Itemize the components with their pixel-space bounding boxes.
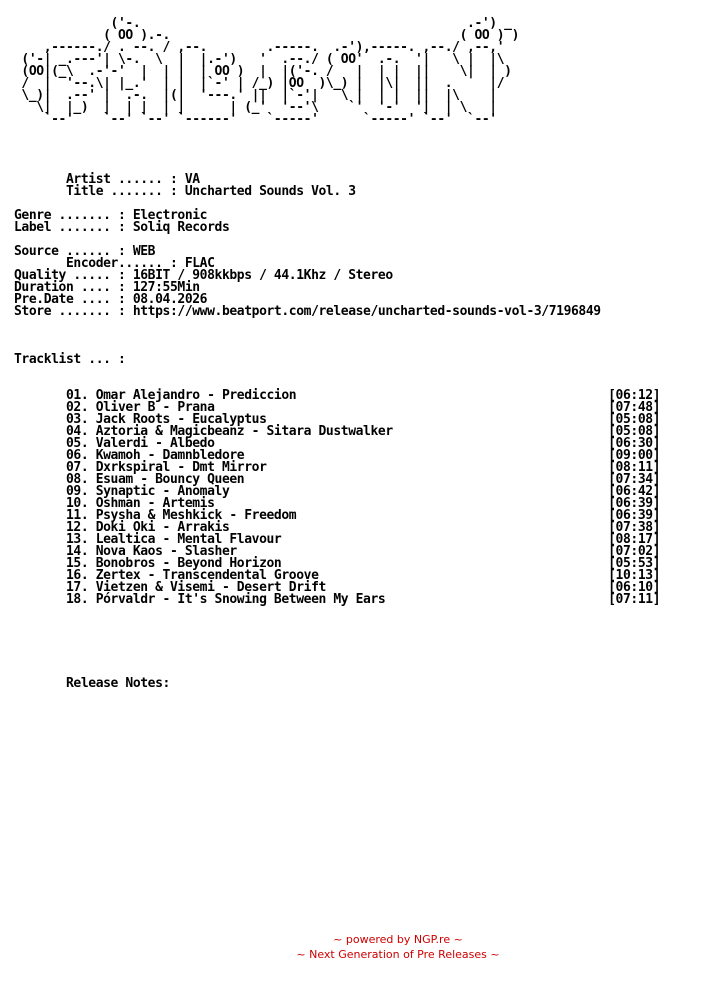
nfo-line: ('-. .-') _ bbox=[14, 16, 512, 31]
nfo-line: Release Notes: bbox=[14, 676, 170, 691]
nfo-line: 02. Oliver B - Prana [07:48] bbox=[14, 400, 661, 415]
nfo-line: Store ....... : https://www.beatport.com/release/uncharted-sounds-vol-3/7196849 bbox=[14, 304, 601, 319]
nfo-line: 05. Valerdi - Albedo [06:30] bbox=[14, 436, 661, 451]
nfo-line bbox=[14, 150, 660, 162]
nfo-line bbox=[14, 618, 660, 630]
nfo-line: 10. Oshman - Artemis [06:39] bbox=[14, 496, 661, 511]
nfo-line: Artist ...... : VA bbox=[14, 172, 200, 187]
nfo-line: Source ...... : WEB bbox=[14, 244, 156, 259]
nfo-line: ,------./ . --. / ,--. .-----. .-'),-----. ,--./ ,--,' bbox=[14, 40, 505, 55]
nfo-line bbox=[14, 630, 660, 642]
nfo-line: 15. Bonobros - Beyond Horizon [05:53] bbox=[14, 556, 661, 571]
nfo-line: 16. Zertex - Transcendental Groove [10:13] bbox=[14, 568, 661, 583]
nfo-line: \| |_) | | | | | | (_' '--'\ `' '-' '| | \ | bbox=[14, 100, 497, 115]
nfo-line bbox=[14, 366, 660, 378]
nfo-line: Duration .... : 127:55Min bbox=[14, 280, 200, 295]
nfo-line: 14. Nova Kaos - Slasher [07:02] bbox=[14, 544, 661, 559]
nfo-line: 08. Esuam - Bouncy Queen [07:34] bbox=[14, 472, 661, 487]
footer bbox=[0, 932, 712, 962]
nfo-line: 06. Kwamoh - Damnbledore [09:00] bbox=[14, 448, 661, 463]
nfo-line: Genre ....... : Electronic bbox=[14, 208, 208, 223]
nfo-line: Tracklist ... : bbox=[14, 352, 126, 367]
nfo-text bbox=[14, 18, 660, 690]
nfo-line: (OO|(_\ .-'-' | | | | OO ) | |('-. / | | | || \| | ) bbox=[14, 64, 512, 79]
nfo-line: Quality ..... : 16BIT / 908kkbps / 44.1Khz / Stereo bbox=[14, 268, 393, 283]
nfo-line: 12. Doki Oki - Arrakis [07:38] bbox=[14, 520, 661, 535]
nfo-line: Label ....... : Soliq Records bbox=[14, 220, 230, 235]
nfo-line bbox=[14, 318, 660, 330]
nfo-line: 09. Synaptic - Anomaly [06:42] bbox=[14, 484, 661, 499]
nfo-line: 17. Vietzen & Visemi - Desert Drift [06:10] bbox=[14, 580, 661, 595]
nfo-line bbox=[14, 642, 660, 654]
nfo-line: / | '--.\| |_.' | | |`-' | /_) |OO )\_) | |\| || . |/ bbox=[14, 76, 505, 91]
nfo-line: ( OO ).-. ( OO ) ) bbox=[14, 28, 520, 43]
nfo-line: Title ....... : Uncharted Sounds Vol. 3 bbox=[14, 184, 356, 199]
nfo-line: \_)| .--' | .-. |(| '---.' || |`-'| \ | | | || |\ | bbox=[14, 88, 497, 103]
nfo-line bbox=[14, 654, 660, 666]
powered-by-text: ~ powered by NGP.re ~ bbox=[333, 933, 463, 946]
nfo-line: Pre.Date .... : 08.04.2026 bbox=[14, 292, 208, 307]
nfo-line: 03. Jack Roots - Eucalyptus [05:08] bbox=[14, 412, 661, 427]
nfo-line bbox=[14, 138, 660, 150]
nfo-line: 11. Psysha & Meshkick - Freedom [06:39] bbox=[14, 508, 661, 523]
nfo-line bbox=[14, 606, 660, 618]
nfo-line: `--' `--' `--' `------' `-----' `-----' `--' `--' bbox=[14, 112, 497, 127]
nfo-line: 04. Aztoria & Magicbeanz - Sitara Dustwalker [05:08] bbox=[14, 424, 661, 439]
nfo-line: 13. Lealtica - Mental Flavour [08:17] bbox=[14, 532, 661, 547]
nfo-line: ('-| _.---'| \-. \ | |.-') ' .--./ ( OO' .-. '| \ | |\ bbox=[14, 52, 505, 67]
nfo-line: 01. Omar Alejandro - Prediccion [06:12] bbox=[14, 388, 661, 403]
nfo-line bbox=[14, 126, 660, 138]
nfo-line bbox=[14, 330, 660, 342]
tagline-text: ~ Next Generation of Pre Releases ~ bbox=[296, 948, 500, 961]
nfo-line: 07. Dxrkspiral - Dmt Mirror [08:11] bbox=[14, 460, 661, 475]
nfo-line: Encoder...... : FLAC bbox=[14, 256, 215, 271]
nfo-line: 18. Pórvaldr - It's Snowing Between My Ears [07:11] bbox=[14, 592, 661, 607]
